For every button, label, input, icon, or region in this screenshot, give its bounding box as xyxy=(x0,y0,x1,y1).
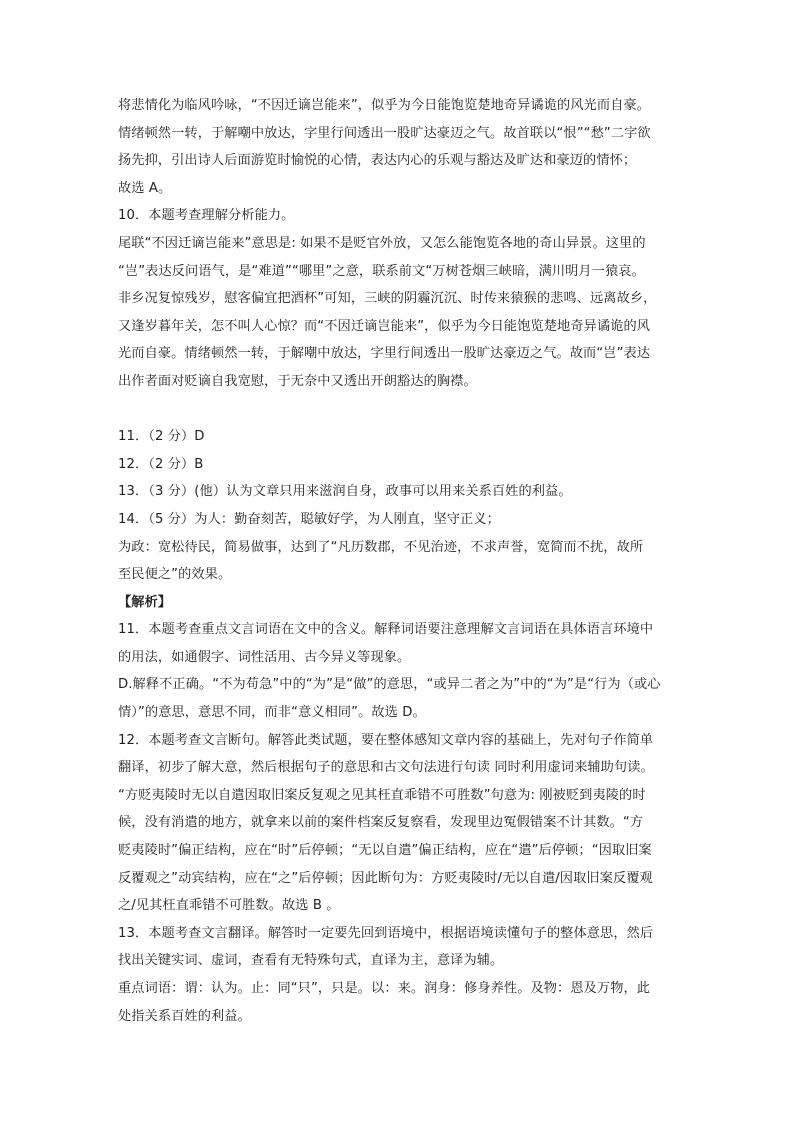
text-line: 反覆观之”动宾结构，应在“之”后停顿；因此断句为：方贬夷陵时/无以自遣/因取旧案反覆观 xyxy=(118,870,653,886)
text-line: 翻译，初步了解大意，然后根据句子的意思和古文句法进行句读 同时利用虚词来辅助句读。 xyxy=(118,760,654,776)
text-line: 又逢岁暮年关，怎不叫人心惊？而“不因迁谪岂能来”，似乎为今日能饱览楚地奇异谲诡的风 xyxy=(118,318,651,334)
text-line: 将悲情化为临风吟咏，“不因迁谪岂能来”，似乎为今日能饱览楚地奇异谲诡的风光而自豪。 xyxy=(118,98,651,113)
text-line: 情绪顿然一转，于解嘲中放达，字里行间透出一股旷达豪迈之气。故首联以“恨”“愁”二字欲 xyxy=(118,125,651,141)
text-line: 之/见其枉直乖错不可胜数。故选 B 。 xyxy=(118,898,340,914)
text-line: 情）”的意思，意思不同，而非“意义相同”。故选 D。 xyxy=(118,705,426,721)
paragraph-gap xyxy=(118,396,678,424)
answer-line: 为政：宽松待民，简易做事，达到了“凡历数郡，不见治迹，不求声誉，宽简而不扰，故所 xyxy=(118,539,644,555)
answer-line: 12．（2 分）B xyxy=(118,456,204,472)
text-line: 重点词语：谓：认为。止：同“只”，只是。以：来。润身：修身养性。及物：恩及万物，此 xyxy=(118,981,651,996)
text-line: 的用法，如通假字、词性活用、古今异义等现象。 xyxy=(118,649,411,665)
text-line: 非乡况复惊残岁，慰客偏宜把酒杯”可知，三峡的阴霾沉沉、时传来猿猴的悲鸣、远离故乡， xyxy=(118,291,657,307)
text-line: 故选 A。 xyxy=(118,180,172,196)
answer-line: 13．（3 分）(他）认为文章只用来滋润自身，政事可以用来关系百姓的利益。 xyxy=(118,484,572,500)
answer-line: 11．（2 分）D xyxy=(118,429,205,445)
answer-line: 14．（5 分）为人：勤奋刻苦，聪敏好学，为人刚直，坚守正义； xyxy=(118,511,500,527)
analysis-block-11-13 xyxy=(118,616,678,1030)
text-line: 尾联“不因迁谪岂能来”意思是: 如果不是贬官外放，又怎么能饱览各地的奇山异景。这里的 xyxy=(118,235,646,251)
analysis-block-9-10 xyxy=(118,92,678,396)
answer-line: 至民便之”的效果。 xyxy=(118,567,232,583)
analysis-heading: 【解析】 xyxy=(118,594,172,610)
text-line: 处指关系百姓的利益。 xyxy=(118,1008,251,1024)
text-line: 10．本题考查理解分析能力。 xyxy=(118,208,295,224)
text-line: 11．本题考查重点文言词语在文中的含义。解释词语要注意理解文言词语在具体语言环境中 xyxy=(118,622,654,638)
text-line: 12．本题考查文言断句。解答此类试题，要在整体感知文章内容的基础上，先对句子作简单 xyxy=(118,732,654,748)
text-line: “岂”表达反问语气，是“难道”“哪里”之意，联系前文“万树苍烟三峡暗，满川明月一猿哀。 xyxy=(118,263,645,279)
text-line: 找出关键实词、虚词，查看有无特殊句式，直译为主，意译为辅。 xyxy=(118,953,504,969)
text-line: 13．本题考查文言翻译。解答时一定要先回到语境中，根据语境读懂句子的整体意思，然后 xyxy=(118,925,654,941)
text-line: D.解释不正确。“不为苟急”中的“为”是“做”的意思，“或异二者之为”中的“为”是“行为（或心 xyxy=(118,677,661,693)
text-line: 候，没有消遣的地方，就拿来以前的案件档案反复察看，发现里边冤假错案不计其数。“方 xyxy=(118,815,644,831)
answers-block-11-14 xyxy=(118,423,678,589)
text-line: 出作者面对贬谪自我宽慰，于无奈中又透出开朗豁达的胸襟。 xyxy=(118,373,477,389)
document-page xyxy=(118,92,678,1030)
text-line: 扬先抑，引出诗人后面游览时愉悦的心情，表达内心的乐观与豁达及旷达和豪迈的情怀； xyxy=(118,153,637,169)
text-line: “方贬夷陵时无以自遣因取旧案反复观之见其枉直乖错不可胜数”句意为: 刚被贬到夷陵的时 xyxy=(118,787,646,803)
text-line: 贬夷陵时”偏正结构，应在“时”后停顿；“无以自遣”偏正结构，应在“遣”后停顿；“因取旧案 xyxy=(118,843,652,859)
text-line: 光而自豪。情绪顿然一转，于解嘲中放达，字里行间透出一股旷达豪迈之气。故而“岂”表达 xyxy=(118,346,651,362)
